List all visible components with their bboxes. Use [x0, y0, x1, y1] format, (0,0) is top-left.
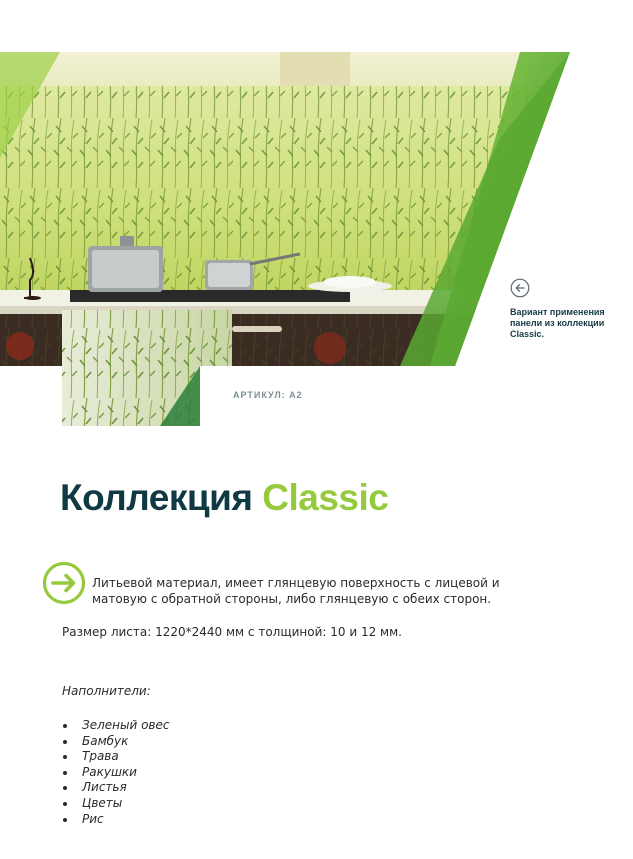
- intro-text: Литьевой материал, имеет глянцевую поверхность с лицевой и матовую с обратной стороны, либо глянцевую с обеих сторон.: [92, 576, 500, 606]
- article-label: АРТИКУЛ: А2: [233, 390, 303, 400]
- photo-caption: [510, 278, 628, 340]
- list-item: Бамбук: [62, 734, 169, 750]
- page-title: [60, 474, 388, 522]
- caption-text: Вариант применения панели из коллекции Classic.: [510, 307, 605, 339]
- list-item: Цветы: [62, 796, 169, 812]
- list-item: Рис: [62, 812, 169, 828]
- sheet-size-text: Размер листа: 1220*2440 мм с толщиной: 10 и 12 мм.: [62, 625, 402, 639]
- fillers-heading: Наполнители:: [62, 684, 151, 698]
- list-item: Листья: [62, 780, 169, 796]
- list-item: Зеленый овес: [62, 718, 169, 734]
- kitchen-photo: [0, 48, 633, 428]
- title-accent: Classic: [262, 477, 389, 518]
- title-main: Коллекция: [60, 477, 253, 518]
- fillers-list: [62, 718, 169, 827]
- arrow-left-circle-icon: [510, 278, 530, 298]
- list-item: Трава: [62, 749, 169, 765]
- list-item: Ракушки: [62, 765, 169, 781]
- hero-photo: [0, 48, 633, 428]
- arrow-right-circle-icon: [42, 561, 86, 605]
